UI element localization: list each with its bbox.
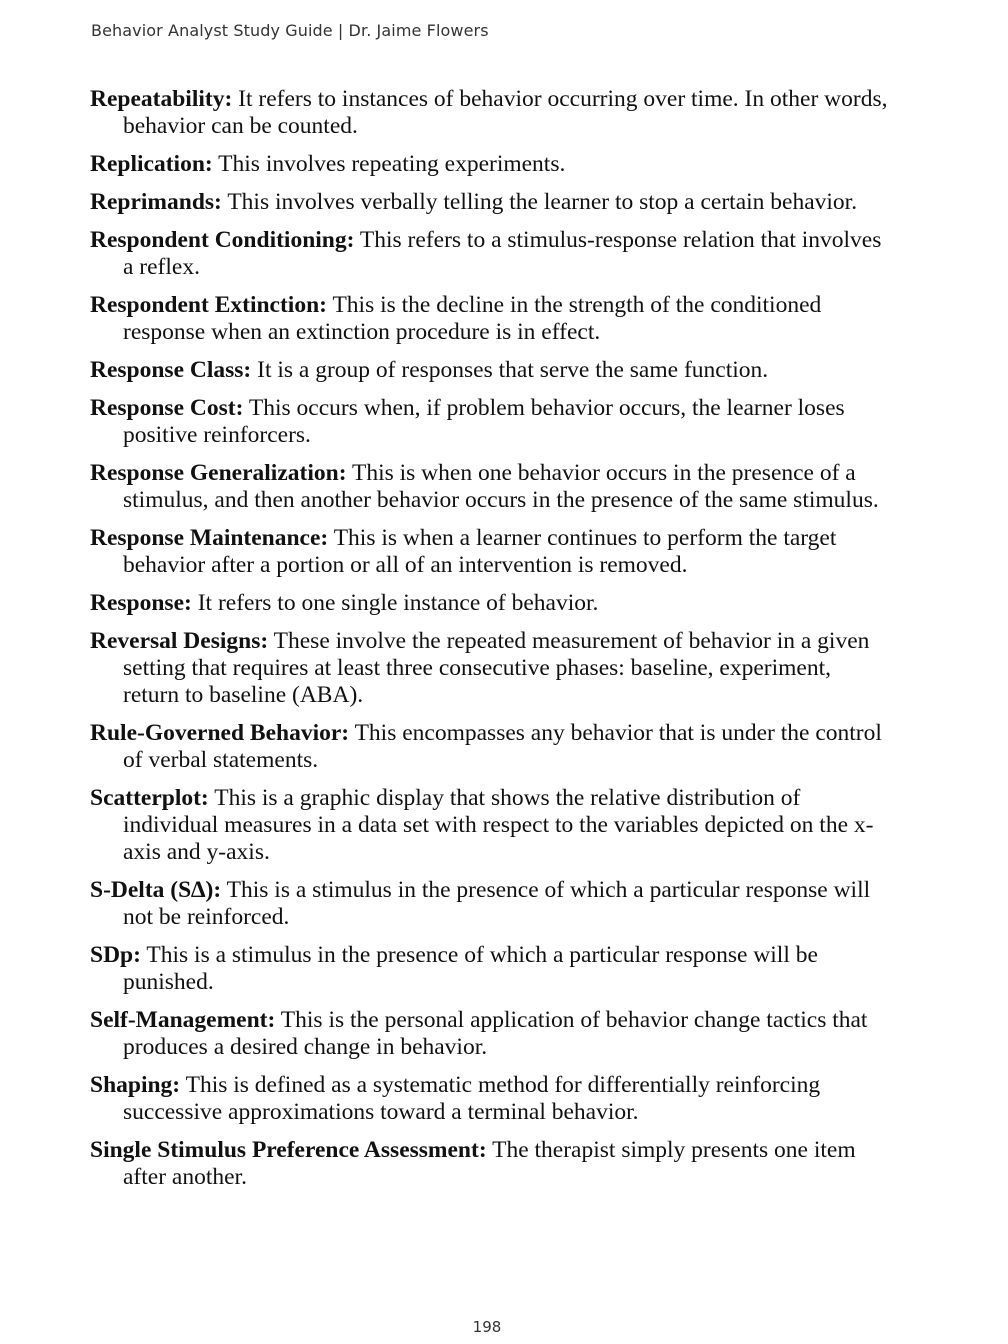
glossary-term: Respondent Extinction: [90, 292, 327, 318]
glossary-entry-reversal-designs [90, 628, 890, 709]
running-header: Behavior Analyst Study Guide | Dr. Jaime Flowers [91, 21, 489, 40]
glossary-term: Reprimands: [90, 189, 222, 215]
glossary-entry-replication [90, 151, 890, 178]
glossary-term: Scatterplot: [90, 785, 209, 811]
glossary-definition: This is the decline in the strength of the conditioned response when an extinction procedure is in effect. [123, 292, 822, 345]
glossary-term: Reversal Designs: [90, 628, 269, 654]
glossary-term: Self-Management: [90, 1007, 276, 1033]
glossary-entry-respondent-extinction [90, 292, 890, 346]
glossary-definition: This encompasses any behavior that is under the control of verbal statements. [123, 720, 882, 773]
glossary-definition: The therapist simply presents one item after another. [123, 1137, 856, 1190]
glossary-entry-scatterplot [90, 785, 890, 866]
glossary-entry-sdp [90, 942, 890, 996]
glossary-entry-self-management [90, 1007, 890, 1061]
glossary-entry-response-class [90, 357, 890, 384]
glossary-term: Replication: [90, 151, 213, 177]
glossary-entry-response [90, 590, 890, 617]
glossary-definition: This is defined as a systematic method for differentially reinforcing successive approximations toward a terminal behavior. [123, 1072, 821, 1125]
glossary-definition: These involve the repeated measurement of behavior in a given setting that requires at least three consecutive phases: baseline, experiment, return to baseline (ABA). [123, 628, 870, 708]
glossary-definition: It refers to instances of behavior occurring over time. In other words, behavior can be counted. [123, 86, 888, 139]
page-number: 198 [472, 1318, 502, 1336]
glossary-definition: This refers to a stimulus-response relation that involves a reflex. [123, 227, 882, 280]
glossary-definition: This is when one behavior occurs in the presence of a stimulus, and then another behavior occurs in the presence of the same stimulus. [123, 460, 879, 513]
glossary-term: Single Stimulus Preference Assessment: [90, 1137, 487, 1163]
glossary-definition: This is the personal application of behavior change tactics that produces a desired change in behavior. [123, 1007, 868, 1060]
glossary-entry-respondent-conditioning [90, 227, 890, 281]
glossary-term: Respondent Conditioning: [90, 227, 355, 253]
glossary-definition: This is when a learner continues to perform the target behavior after a portion or all of an intervention is removed. [123, 525, 837, 578]
glossary-entry-reprimands [90, 189, 890, 216]
glossary-term: Response Generalization: [90, 460, 347, 486]
glossary-entry-response-maintenance [90, 525, 890, 579]
glossary-definition: It refers to one single instance of behavior. [197, 590, 599, 616]
glossary-definition: This involves verbally telling the learner to stop a certain behavior. [227, 189, 858, 215]
glossary-term: Repeatability: [90, 86, 233, 112]
glossary-entry-shaping [90, 1072, 890, 1126]
glossary-term: Shaping: [90, 1072, 181, 1098]
glossary-entry-s-delta [90, 877, 890, 931]
glossary-list [90, 86, 890, 1202]
glossary-definition: This occurs when, if problem behavior occurs, the learner loses positive reinforcers. [123, 395, 845, 448]
glossary-entry-response-generalization [90, 460, 890, 514]
glossary-term: SDp: [90, 942, 141, 968]
glossary-term: Response Cost: [90, 395, 244, 421]
glossary-entry-rule-governed-behavior [90, 720, 890, 774]
glossary-definition: This is a graphic display that shows the relative distribution of individual measures in a data set with respect to the variables depicted on the x-axis and y-axis. [123, 785, 874, 865]
glossary-entry-repeatability [90, 86, 890, 140]
glossary-term: Rule-Governed Behavior: [90, 720, 350, 746]
glossary-term: S-Delta (S∆): [90, 877, 222, 903]
glossary-definition: It is a group of responses that serve the same function. [257, 357, 769, 383]
glossary-term: Response: [90, 590, 192, 616]
glossary-term: Response Class: [90, 357, 252, 383]
glossary-definition: This is a stimulus in the presence of which a particular response will not be reinforced. [123, 877, 871, 930]
glossary-entry-response-cost [90, 395, 890, 449]
glossary-definition: This is a stimulus in the presence of which a particular response will be punished. [123, 942, 818, 995]
glossary-entry-single-stimulus-preference-assessment [90, 1137, 890, 1191]
glossary-definition: This involves repeating experiments. [218, 151, 566, 177]
glossary-term: Response Maintenance: [90, 525, 329, 551]
